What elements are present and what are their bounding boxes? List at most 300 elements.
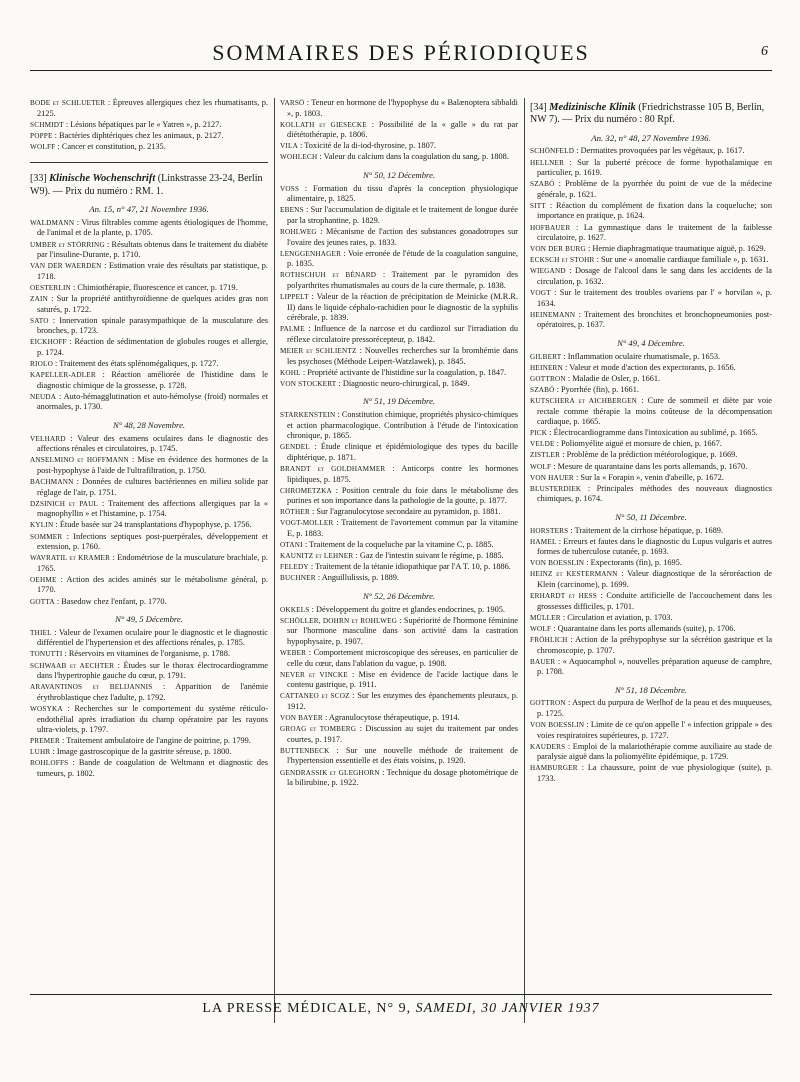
article-title: Électrocardiogramme dans l'intoxication au sublimé, p. 1665. — [553, 428, 758, 438]
article-title: Problème de la pyorrhée du point de vue de la médecine générale, p. 1621. — [537, 179, 772, 199]
footer-date: 30 JANVIER 1937 — [481, 1001, 600, 1016]
article-title: Traitement par le pyramidon des polyarthrites rhumatismales au cours de la cure thermale, p. 1838. — [287, 270, 518, 290]
article-author: VELDE — [530, 440, 555, 449]
article-entry: OEHME : Action des acides aminés sur le métabolisme général, p. 1770. — [30, 574, 268, 595]
article-title: Lésions hépatiques par le « Yatren », p. 2127. — [70, 119, 222, 129]
article-title: Supériorité de l'hormone féminine sur l'hormone masculine dans son activité dans la castration hypophysaire, p. 1907. — [287, 615, 518, 646]
article-entry: WEBER : Comportement microscopique des séreuses, en particulier de celle du cœur, dans l'ablation du vague, p. 1908. — [280, 648, 518, 668]
separator-rule — [30, 162, 268, 163]
article-author: LENGGENHAGER — [280, 249, 342, 258]
article-entry: MEIER et SCHLIENTZ : Nouvelles recherches sur la bromhémie dans les psychoses (Méthode Leipert-Watzlawek), p. 1845. — [280, 346, 518, 366]
article-author: BLUSTERDIEK — [530, 484, 582, 493]
article-author: WOLF — [530, 624, 552, 633]
column-3 — [530, 98, 772, 1023]
article-entry: PICK : Électrocardiogramme dans l'intoxication au sublimé, p. 1665. — [530, 428, 758, 438]
article-author: NEUDA — [30, 392, 57, 401]
article-title: Erreurs et fautes dans le diagnostic du Lupus vulgaris et autres formes de tuberculose cutanée, p. 1693. — [537, 536, 772, 557]
article-entry: ECKSCH et STOHR : Sur une « anomalie cardiaque familiale », p. 1631. — [530, 255, 769, 265]
column-divider — [524, 98, 525, 1023]
article-title: Développement du goitre et glandes endocrines, p. 1905. — [316, 604, 505, 614]
article-author: PALME — [280, 325, 305, 334]
article-title: La chaussure, point de vue physiologique (suite), p. 1733. — [537, 763, 772, 784]
article-entry: GENDEL : Étude clinique et épidémiologique des types du bacille diphtérique, p. 1871. — [280, 442, 518, 462]
article-author: KOLLATH et GIESECKE — [280, 120, 367, 129]
article-title: Étude basée sur 24 transplantations d'hypophyse, p. 1756. — [59, 520, 252, 530]
article-title: Dosage de l'alcool dans le sang dans les accidents de la circulation, p. 1632. — [537, 266, 772, 287]
article-title: Données de cultures bactériennes en milieu solide par réglage de l'air, p. 1751. — [37, 477, 268, 497]
article-entry: VILA : Toxicité de la di-iod-thyrosine, p. 1807. — [280, 141, 436, 151]
article-entry: VOGT-MOLLER : Traitement de l'avortement commun par la vitamine E, p. 1883. — [280, 518, 518, 539]
article-author: HEINERN — [530, 363, 563, 372]
article-entry: KOHL : Propriété activante de l'histidine sur la coagulation, p. 1847. — [280, 367, 507, 377]
article-entry: FELEDY : Traitement de la tétanie idiopathique par l'A T. 10, p. 1886. — [280, 562, 511, 572]
article-author: MÜLLER — [530, 613, 561, 622]
article-author: RIOLO — [30, 360, 53, 369]
article-author: VELHARD — [30, 434, 66, 443]
article-entry: PALME : Influence de la narcose et du cardiozol sur l'irradiation du réflexe circulatoire pressorécepteur, p. 1842. — [280, 324, 518, 344]
columns — [30, 98, 772, 1023]
article-title: Principales méthodes des nouveaux diagnostics chimiques, p. 1674. — [537, 483, 772, 504]
article-author: GENDRASSIK et GLEGHORN — [280, 768, 380, 777]
article-title: Dermatites provoquées par les végétaux, p. 1617. — [580, 146, 745, 156]
article-entry: STARKENSTEIN : Constitution chimique, propriétés physico-chimiques et action pharmacologique. Contribution à l'étude de l'intoxication chronique, p. 1865. — [280, 410, 518, 441]
article-author: GOTTRON — [530, 374, 566, 383]
article-entry: SCHÖNFELD : Dermatites provoquées par les végétaux, p. 1617. — [530, 146, 745, 156]
article-entry: HEINEMANN : Traitement des bronchites et bronchopneumonies post-opératoires, p. 1637. — [530, 309, 772, 330]
entry-list — [280, 605, 518, 789]
article-title: Réservoirs en vitamines de l'organisme, p. 1788. — [68, 649, 230, 659]
article-title: Propriété activante de l'histidine sur la coagulation, p. 1847. — [307, 367, 507, 377]
journal-heading — [30, 173, 268, 198]
article-author: DZSINICH et PAUL — [30, 499, 99, 508]
article-entry: SZABÓ : Pyorrhée (fin), p. 1661. — [530, 384, 639, 394]
article-author: ROHLWEG — [280, 228, 317, 237]
article-author: HAMBURGER — [530, 764, 578, 773]
article-entry: CHROMETZKA : Position centrale du foie dans le métabolisme des purines et son importance dans la pathologie de la goutte, p. 1877. — [280, 485, 518, 506]
article-author: KYLIN — [30, 521, 54, 530]
article-entry: WOLFF : Cancer et constitution, p. 2135. — [30, 141, 166, 151]
journal-number: [34] — [530, 102, 547, 113]
entry-list — [530, 698, 772, 784]
article-author: VILA — [280, 142, 298, 151]
article-entry: OESTERLIN : Chimiothérapie, fluorescence et cancer, p. 1719. — [30, 282, 238, 292]
article-author: LIPPELT — [280, 293, 309, 302]
article-entry: RÖTHER : Sur l'agranulocytose secondaire au pyramidon, p. 1881. — [280, 507, 501, 517]
article-entry: VARSÖ : Teneur en hormone de l'hypophyse du « Balænoptera sibbaldi », p. 1803. — [280, 98, 518, 118]
article-author: VAN DER WAERDEN — [30, 262, 102, 271]
article-entry: KOLLATH et GIESECKE : Possibilité de la « galle » du rat par diététothérapie, p. 1806. — [280, 119, 518, 140]
page-title: SOMMAIRES DES PÉRIODIQUES — [212, 40, 590, 65]
article-title: Image gastroscopique de la gastrite séreuse, p. 1800. — [56, 747, 232, 757]
article-author: HOFBAUER — [530, 223, 571, 232]
article-title: Épreuves allergiques chez les rhumatisants, p. 2125. — [37, 98, 268, 118]
article-author: GILBERT — [530, 352, 562, 361]
article-title: Traitement des affections allergiques par la « magnophyllin » et l'histamine, p. 1754. — [37, 498, 268, 519]
article-title: Limite de ce qu'on appelle l' « infection grippale » des voies respiratoires supérieures, p. 1727. — [537, 720, 772, 740]
article-entry: SATO : Innervation spinale parasympathique de la musculature des bronches, p. 1723. — [30, 315, 268, 336]
article-title: Mesure de quarantaine dans les ports allemands, p. 1670. — [557, 461, 748, 471]
article-title: Réaction améliorée de l'histidine dans le diagnostic chimique de la grossesse, p. 1728. — [37, 370, 268, 390]
article-entry: ZISTLER : Problème de la prédiction météorologique, p. 1669. — [530, 450, 738, 460]
date-heading: N° 50, 11 Décembre. — [615, 511, 687, 522]
entry-list — [530, 526, 772, 678]
article-author: KUTSCHERA et AICHBERGEN — [530, 396, 638, 405]
article-title: Conduite artificielle de l'accouchement dans les grossesses difficiles, p. 1701. — [537, 591, 772, 611]
entry-list — [280, 410, 518, 584]
article-title: Cancer et constitution, p. 2135. — [61, 141, 166, 151]
article-author: BODE et SCHLUETER — [30, 99, 106, 107]
footer-day: SAMEDI, — [415, 1001, 477, 1016]
article-entry: SITT : Réaction du complément de fixation dans la coqueluche; son importance en pratique, p. 1624. — [530, 200, 772, 221]
article-title: Valeur de la réaction de précipitation de Meinicke (M.R.R. II) dans le liquide céphalo-rachidien pour le diagnostic de la syphilis cérébrale, p. 1839. — [287, 292, 518, 323]
article-entry: VON BAYER : Agranulocytose thérapeutique, p. 1914. — [280, 713, 460, 723]
article-entry: DZSINICH et PAUL : Traitement des affections allergiques par la « magnophyllin » et l'histamine, p. 1754. — [30, 498, 268, 519]
article-title: Endométriose de la musculature brachiale, p. 1765. — [37, 553, 268, 573]
article-author: KAPELLER-ADLER — [30, 371, 96, 380]
article-entry: ERHARDT et HESS : Conduite artificielle de l'accouchement dans les grossesses difficiles, p. 1701. — [530, 591, 772, 611]
article-entry: VON DER BURG : Hernie diaphragmatique traumatique aiguë, p. 1629. — [530, 244, 766, 254]
article-entry: KAUDERS : Emploi de la malariothérapie comme auxiliaire au stade de paralysie aiguë dans la poliomyélite épidémique, p. 1729. — [530, 741, 772, 762]
article-entry: BAUER : « Aquocamphol », nouvelles préparation aqueuse de camphre, p. 1708. — [530, 656, 772, 677]
article-title: Chimiothérapie, fluorescence et cancer, p. 1719. — [77, 282, 238, 292]
article-title: Sur une « anomalie cardiaque familiale », p. 1631. — [600, 255, 769, 265]
article-entry: WAVRATIL et KRAMER : Endométriose de la musculature brachiale, p. 1765. — [30, 553, 268, 573]
page-footer — [30, 994, 772, 1017]
article-entry: ROHLOFFS : Bande de coagulation de Weltmann et diagnostic des tumeurs, p. 1802. — [30, 758, 268, 778]
article-title: Action des acides aminés sur le métabolisme général, p. 1770. — [37, 574, 268, 595]
article-author: SOMMER — [30, 532, 63, 541]
article-entry: GROAG et TOMBERG : Discussion au sujet du traitement par ondes courtes, p. 1917. — [280, 724, 518, 744]
page-header — [30, 36, 772, 71]
article-author: OKKELS — [280, 605, 310, 614]
article-entry: KYLIN : Étude basée sur 24 transplantations d'hypophyse, p. 1756. — [30, 520, 252, 530]
date-heading: N° 51, 19 Décembre. — [362, 396, 436, 407]
article-entry: TONUTTI : Réservoirs en vitamines de l'organisme, p. 1788. — [30, 649, 230, 659]
date-heading: N° 50, 12 Décembre. — [362, 170, 436, 181]
article-author: FRÖHLICH — [530, 635, 568, 644]
article-author: MEIER et SCHLIENTZ — [280, 347, 357, 356]
article-entry: HEINERN : Valeur et mode d'action des expectorants, p. 1656. — [530, 362, 736, 372]
article-author: VON BOESSLIN — [530, 721, 585, 730]
article-author: EICKHOFF — [30, 338, 67, 347]
article-entry: ROTHSCHUH et BÉNARD : Traitement par le pyramidon des polyarthrites rhumatismales au cours de la cure thermale, p. 1838. — [280, 270, 518, 290]
article-title: Réaction du complément de fixation dans la coqueluche; son importance en pratique, p. 1624. — [537, 200, 772, 221]
article-title: Valeur des examens oculaires dans le diagnostic des affections rénales et circulatoires, p. 1745. — [37, 433, 268, 454]
article-author: WEBER — [280, 649, 307, 657]
article-entry: GOTTRON : Maladie de Osler, p. 1661. — [530, 373, 661, 383]
article-entry: RIOLO : Traitement des états splénomégaliques, p. 1727. — [30, 359, 219, 369]
article-title: Estimation vraie des résultats par statistique, p. 1718. — [37, 261, 268, 281]
article-title: Action de la préhypophyse sur la sécrétion gastrique et la chromoscopie, p. 1707. — [537, 634, 772, 655]
article-author: SITT — [530, 201, 546, 210]
article-entry: KAPELLER-ADLER : Réaction améliorée de l'histidine dans le diagnostic chimique de la grossesse, p. 1728. — [30, 370, 268, 390]
journal-name: Klinische Wochenschrift — [49, 173, 156, 185]
article-title: Traitement de l'avortement commun par la vitamine E, p. 1883. — [287, 518, 518, 539]
entry-list — [30, 98, 268, 152]
article-entry: FRÖHLICH : Action de la préhypophyse sur la sécrétion gastrique et la chromoscopie, p. 1707. — [530, 634, 772, 655]
article-entry: VAN DER WAERDEN : Estimation vraie des résultats par statistique, p. 1718. — [30, 261, 268, 281]
article-entry: BODE et SCHLUETER : Épreuves allergiques chez les rhumatisants, p. 2125. — [30, 98, 268, 118]
issue-heading: An. 15, n° 47, 21 Novembre 1936. — [89, 204, 209, 215]
date-heading: N° 48, 28 Novembre. — [112, 420, 186, 431]
article-title: Aspect du purpura de Werlhof de la peau et des muqueuses, p. 1725. — [537, 698, 772, 718]
footer-journal: LA PRESSE MÉDICALE, — [202, 1001, 372, 1016]
article-title: Quarantaine dans les ports allemands (suite), p. 1706. — [557, 623, 736, 633]
article-title: Auto-hémagglutination et auto-hémolyse (froid) normales et anormales, p. 1730. — [37, 391, 268, 412]
article-title: Traitement ambulatoire de l'angine de poitrine, p. 1799. — [66, 736, 251, 746]
article-entry: VON BOESSLIN : Limite de ce qu'on appelle l' « infection grippale » des voies respiratoires supérieures, p. 1727. — [530, 720, 772, 740]
article-entry: BACHMANN : Données de cultures bactériennes en milieu solide par réglage de l'air, p. 1751. — [30, 477, 268, 497]
article-author: CHROMETZKA — [280, 486, 332, 495]
article-author: POPPE — [30, 131, 53, 140]
article-entry: SCHÖLLER, DOHRN et ROHLWEG : Supériorité de l'hormone féminine sur l'hormone masculine dans son activité dans la castration hypophysaire, p. 1907. — [280, 615, 518, 646]
article-title: Traitement des bronchites et bronchopneumonies post-opératoires, p. 1637. — [537, 309, 772, 330]
article-entry: ARAVANTINOS et BELIJANNIS : Apparition de l'anémie érythroblastique chez l'adulte, p. 1792. — [30, 682, 268, 702]
article-title: Expectorants (fin), p. 1695. — [590, 558, 682, 568]
article-title: Discussion au sujet du traitement par ondes courtes, p. 1917. — [287, 724, 518, 744]
article-title: Technique du dosage photométrique de la bilirubine, p. 1922. — [287, 767, 518, 788]
article-entry: PREMER : Traitement ambulatoire de l'angine de poitrine, p. 1799. — [30, 736, 251, 746]
article-entry: OTANI : Traitement de la coqueluche par la vitamine C, p. 1885. — [280, 540, 494, 550]
article-title: Sur l'accumulation de digitale et le traitement de longue durée par la strophantine, p. 1829. — [287, 205, 518, 225]
article-author: KAUNITZ et LEHNER — [280, 552, 354, 561]
article-author: HEINZ et KESTERMANN — [530, 570, 618, 579]
article-entry: WIEGAND : Dosage de l'alcool dans le sang dans les accidents de la circulation, p. 1632. — [530, 266, 772, 287]
article-author: SZABÓ — [530, 385, 555, 394]
article-author: PREMER — [30, 737, 60, 746]
article-entry: KUTSCHERA et AICHBERGEN : Cure de sommeil et diète par voie rectale comme thérapie la moins coûteuse de la décompensation cardiaque, p. 1665. — [530, 395, 772, 427]
article-author: ROHLOFFS — [30, 759, 69, 768]
article-author: ZISTLER — [530, 451, 561, 460]
article-entry: NEVER et VINCKE : Mise en évidence de l'acide lactique dans le contenu gastrique, p. 1911. — [280, 669, 518, 690]
article-entry: LUHR : Image gastroscopique de la gastrite séreuse, p. 1800. — [30, 747, 232, 757]
article-entry: GILBERT : Inflammation oculaire rhumatismale, p. 1653. — [530, 351, 721, 361]
article-author: VON HAUER — [530, 473, 574, 482]
article-entry: ZAIN : Sur la propriété antithyroïdienne de quelques acides gras non saturés, p. 1722. — [30, 294, 268, 314]
article-author: THIEL — [30, 628, 52, 637]
article-title: Innervation spinale parasympathique de la musculature des bronches, p. 1723. — [37, 315, 268, 336]
article-title: Infections septiques post-puerpérales, développement et extension, p. 1760. — [37, 531, 268, 552]
entry-list — [30, 218, 268, 413]
article-author: VON BOESSLIN — [530, 559, 585, 568]
article-author: WOHLECH — [280, 153, 318, 162]
article-title: Teneur en hormone de l'hypophyse du « Balænoptera sibbaldi », p. 1803. — [287, 98, 518, 118]
article-entry: HORSTERS : Traitement de la cirrhose hépatique, p. 1689. — [530, 525, 723, 535]
article-entry: OKKELS : Développement du goitre et glandes endocrines, p. 1905. — [280, 604, 505, 614]
article-entry: VELDE : Poliomyélite aiguë et morsure de chien, p. 1667. — [530, 439, 722, 449]
article-entry: WOSYKA : Recherches sur le comportement du système réticulo-endothélial après irradiation du champ opératoire par les rayons ultra-violets, p. 1797. — [30, 703, 268, 735]
article-title: Recherches sur le comportement du système réticulo-endothélial après irradiation du champ opératoire par les rayons ultra-violets, p. 1797. — [37, 703, 268, 735]
article-author: VOGT-MOLLER — [280, 519, 334, 528]
article-author: ZAIN — [30, 295, 48, 304]
article-title: Emploi de la malariothérapie comme auxiliaire au stade de paralysie aiguë dans la poliomyélite épidémique, p. 1729. — [537, 741, 772, 762]
article-author: TONUTTI — [30, 650, 63, 659]
article-entry: ANSELMINO et HOFFMANN : Mise en évidence des hormones de la post-hypophyse à l'aide de l'ultrafiltration, p. 1750. — [30, 455, 268, 475]
article-title: Nouvelles recherches sur la bromhémie dans les psychoses (Méthode Leipert-Watzlawek), p. 1845. — [287, 346, 518, 366]
article-author: VON STOCKERT — [280, 379, 337, 388]
article-title: Problème de la prédiction météorologique, p. 1669. — [566, 450, 738, 460]
article-entry: GOTTRON : Aspect du purpura de Werlhof de la peau et des muqueuses, p. 1725. — [530, 698, 772, 718]
journal-heading — [530, 102, 772, 127]
article-title: Mécanisme de l'action des substances gonadotropes sur l'ovaire des jeunes rates, p. 1833. — [287, 227, 518, 247]
article-entry: POPPE : Bactéries diphtériques chez les animaux, p. 2127. — [30, 130, 224, 140]
article-title: Sur les enzymes des épanchements pleuraux, p. 1912. — [287, 691, 518, 711]
article-entry: HOFBAUER : La gymnastique dans le traitement de la faiblesse circulatoire, p. 1627. — [530, 222, 772, 243]
article-title: Position centrale du foie dans le métabolisme des purines et son importance dans la pathologie de la goutte, p. 1877. — [287, 485, 518, 506]
article-author: VON DER BURG — [530, 245, 586, 254]
article-entry: SCHWAAB et AECHTER : Études sur le thorax électrocardiogramme dans l'hypertrophie gauche du cœur, p. 1791. — [30, 660, 268, 681]
article-author: SCHMIDT — [30, 120, 64, 129]
article-author: CATTANEO et SCOZ — [280, 692, 350, 701]
article-entry: GENDRASSIK et GLEGHORN : Technique du dosage photométrique de la bilirubine, p. 1922. — [280, 767, 518, 788]
date-heading: N° 49, 5 Décembre. — [115, 614, 183, 625]
entry-list — [530, 352, 772, 505]
article-title: Bande de coagulation de Weltmann et diagnostic des tumeurs, p. 1802. — [37, 758, 268, 778]
article-entry: BLUSTERDIEK : Principales méthodes des nouveaux diagnostics chimiques, p. 1674. — [530, 483, 772, 504]
article-author: EBENS — [280, 206, 304, 215]
article-entry: VOSS : Formation du tissu d'après la conception physiologique alimentaire, p. 1825. — [280, 183, 518, 204]
article-title: Sur la propriété antithyroïdienne de quelques acides gras non saturés, p. 1722. — [37, 294, 268, 314]
article-author: BRANDT et GOLDHAMMER — [280, 465, 386, 473]
article-author: GOTTRON — [530, 699, 566, 708]
article-entry: SOMMER : Infections septiques post-puerpérales, développement et extension, p. 1760. — [30, 531, 268, 552]
column-1 — [30, 98, 268, 1023]
article-title: Influence de la narcose et du cardiozol sur l'irradiation du réflexe circulatoire pressorécepteur, p. 1842. — [287, 324, 518, 344]
article-author: HAMEL — [530, 537, 557, 546]
article-author: VOGT — [530, 289, 551, 298]
article-title: Inflammation oculaire rhumatismale, p. 1653. — [567, 351, 721, 361]
article-entry: KAUNITZ et LEHNER : Gaz de l'intestin suivant le régime, p. 1885. — [280, 551, 504, 561]
entry-list — [280, 98, 518, 163]
entry-list — [530, 146, 772, 331]
article-author: BUCHNER — [280, 574, 316, 583]
article-title: Valeur du calcium dans la coagulation du sang, p. 1808. — [323, 152, 509, 162]
article-author: PICK — [530, 429, 548, 438]
article-entry: LENGGENHAGER : Voie erronée de l'étude de la coagulation sanguine, p. 1835. — [280, 248, 518, 269]
entry-list — [30, 628, 268, 780]
article-author: LUHR — [30, 748, 51, 757]
article-entry: HELLNER : Sur la puberté précoce de forme hypothalamique en particulier, p. 1619. — [530, 157, 772, 178]
article-entry: GOTTA : Basedow chez l'enfant, p. 1770. — [30, 596, 167, 606]
article-author: HELLNER — [530, 158, 565, 167]
article-author: RÖTHER — [280, 508, 310, 517]
article-author: OESTERLIN — [30, 283, 71, 292]
article-title: Mise en évidence de l'acide lactique dans le contenu gastrique, p. 1911. — [287, 669, 518, 690]
article-author: WAVRATIL et KRAMER — [30, 554, 111, 563]
article-author: OEHME — [30, 575, 57, 584]
article-entry: WOHLECH : Valeur du calcium dans la coagulation du sang, p. 1808. — [280, 152, 509, 162]
article-title: Traitement des états splénomégaliques, p. 1727. — [59, 359, 219, 369]
article-author: UMBER et STÖRRING — [30, 240, 105, 249]
article-title: Apparition de l'anémie érythroblastique chez l'adulte, p. 1792. — [37, 682, 268, 702]
article-entry: THIEL : Valeur de l'examen oculaire pour le diagnostic et le diagnostic différentiel de l'hypertension et des affections rénales, p. 1785. — [30, 627, 268, 648]
article-title: Basedow chez l'enfant, p. 1770. — [61, 596, 167, 606]
article-title: Bactéries diphtériques chez les animaux, p. 2127. — [59, 130, 224, 140]
article-entry: SZABÓ : Problème de la pyorrhée du point de vue de la médecine générale, p. 1621. — [530, 179, 772, 199]
article-entry: WOLF : Mesure de quarantaine dans les ports allemands, p. 1670. — [530, 461, 748, 471]
entry-list — [30, 434, 268, 608]
article-author: KOHL — [280, 368, 301, 377]
article-author: WOLF — [530, 462, 552, 471]
article-entry: VELHARD : Valeur des examens oculaires dans le diagnostic des affections rénales et circulatoires, p. 1745. — [30, 433, 268, 454]
article-title: Sur une nouvelle méthode de traitement de l'hypertension essentielle et des états voisins, p. 1920. — [287, 745, 518, 766]
article-entry: MÜLLER : Circulation et aviation, p. 1703. — [530, 612, 673, 622]
article-author: WALDMANN — [30, 218, 75, 227]
article-entry: WALDMANN : Virus filtrables comme agents étiologiques de l'homme, de l'animal et de la plante, p. 1705. — [30, 217, 268, 238]
article-author: VOSS — [280, 184, 300, 193]
article-author: WOLFF — [30, 142, 56, 151]
article-title: Virus filtrables comme agents étiologiques de l'homme, de l'animal et de la plante, p. 1705. — [37, 217, 268, 238]
article-author: KAUDERS — [530, 742, 566, 751]
column-divider — [274, 98, 275, 1023]
article-title: Étude clinique et épidémiologique des types du bacille diphtérique, p. 1871. — [287, 442, 518, 462]
article-author: SCHWAAB et AECHTER — [30, 661, 115, 670]
article-author: SCHÖLLER, DOHRN et ROHLWEG — [280, 616, 398, 625]
article-title: Anticorps contre les hormones lipidiques, p. 1875. — [287, 464, 518, 484]
article-title: Poliomyélite aiguë et morsure de chien, p. 1667. — [561, 439, 722, 449]
article-entry: BUCHNER : Anguillulissis, p. 1889. — [280, 573, 399, 583]
article-title: Anguillulissis, p. 1889. — [321, 573, 399, 583]
article-title: Sur le traitement des troubles ovariens par l' « horvilan », p. 1634. — [537, 288, 772, 308]
article-author: BUTTENBECK — [280, 746, 330, 755]
article-title: Traitement de la coqueluche par la vitamine C, p. 1885. — [309, 540, 494, 550]
article-title: Possibilité de la « galle » du rat par diététothérapie, p. 1806. — [287, 119, 518, 140]
article-author: BAUER — [530, 657, 556, 666]
article-entry: WOLF : Quarantaine dans les ports allemands (suite), p. 1706. — [530, 623, 736, 633]
article-title: Toxicité de la di-iod-thyrosine, p. 1807. — [304, 141, 436, 151]
article-title: Formation du tissu d'après la conception physiologique alimentaire, p. 1825. — [287, 183, 518, 204]
article-author: WOSYKA — [30, 704, 63, 713]
article-author: ARAVANTINOS et BELIJANNIS — [30, 683, 153, 692]
article-title: Cure de sommeil et diète par voie rectale comme thérapie la moins coûteuse de la décompensation cardiaque, p. 1665. — [537, 395, 772, 427]
article-author: ANSELMINO et HOFFMANN — [30, 456, 129, 465]
page-number: 6 — [761, 44, 768, 59]
page — [30, 36, 772, 788]
article-title: Gaz de l'intestin suivant le régime, p. 1885. — [359, 551, 504, 561]
article-entry: BUTTENBECK : Sur une nouvelle méthode de traitement de l'hypertension essentielle et des états voisins, p. 1920. — [280, 745, 518, 766]
article-entry: BRANDT et GOLDHAMMER : Anticorps contre les hormones lipidiques, p. 1875. — [280, 464, 518, 484]
article-title: Valeur diagnostique de la séroréaction de Klein (carcinome), p. 1699. — [537, 569, 772, 589]
article-entry: CATTANEO et SCOZ : Sur les enzymes des épanchements pleuraux, p. 1912. — [280, 691, 518, 711]
article-title: Comportement microscopique des séreuses, en particulier de celle du cœur, dans l'ablation du vague, p. 1908. — [287, 648, 518, 668]
article-author: SZABÓ — [530, 180, 555, 189]
article-entry: NEUDA : Auto-hémagglutination et auto-hémolyse (froid) normales et anormales, p. 1730. — [30, 391, 268, 412]
article-title: Traitement de la cirrhose hépatique, p. 1689. — [574, 525, 723, 535]
article-title: Réaction de sédimentation de globules rouges et allergie, p. 1724. — [37, 337, 268, 357]
article-entry: ROHLWEG : Mécanisme de l'action des substances gonadotropes sur l'ovaire des jeunes rates, p. 1833. — [280, 227, 518, 247]
article-entry: HAMBURGER : La chaussure, point de vue physiologique (suite), p. 1733. — [530, 763, 772, 784]
journal-info: (Friedrichstrasse 105 B, Berlin, NW 7). — Prix du numéro : 80 Rpf. — [530, 102, 765, 126]
article-title: Sur l'agranulocytose secondaire au pyramidon, p. 1881. — [316, 507, 501, 517]
article-author: FELEDY — [280, 563, 309, 572]
journal-info: (Linkstrasse 23-24, Berlin W9). — Prix du numéro : RM. 1. — [30, 173, 263, 197]
article-title: Sur la puberté précoce de forme hypothalamique en particulier, p. 1619. — [537, 157, 772, 178]
article-title: « Aquocamphol », nouvelles préparation aqueuse de camphre, p. 1708. — [537, 656, 772, 677]
article-author: STARKENSTEIN — [280, 411, 336, 420]
article-title: Résultats obtenus dans le traitement du diabète par l'insuline-Durante, p. 1710. — [37, 239, 268, 260]
journal-name: Medizinische Klinik — [549, 102, 636, 113]
article-author: BACHMANN — [30, 478, 74, 487]
article-entry: SCHMIDT : Lésions hépatiques par le « Yatren », p. 2127. — [30, 119, 222, 129]
article-author: OTANI — [280, 541, 303, 550]
article-author: GOTTA — [30, 597, 55, 606]
article-title: Constitution chimique, propriétés physico-chimiques et action pharmacologique. Contribution à l'étude de l'intoxication chronique, p. 1865. — [287, 410, 518, 441]
article-entry: LIPPELT : Valeur de la réaction de précipitation de Meinicke (M.R.R. II) dans le liquide céphalo-rachidien pour le diagnostic de la syphilis cérébrale, p. 1839. — [280, 292, 518, 323]
article-title: Hernie diaphragmatique traumatique aiguë, p. 1629. — [592, 244, 766, 254]
article-entry: VON BOESSLIN : Expectorants (fin), p. 1695. — [530, 558, 682, 568]
article-title: Sur la « Forapin », venin d'abeille, p. 1672. — [580, 472, 724, 482]
article-entry: VON HAUER : Sur la « Forapin », venin d'abeille, p. 1672. — [530, 472, 724, 482]
